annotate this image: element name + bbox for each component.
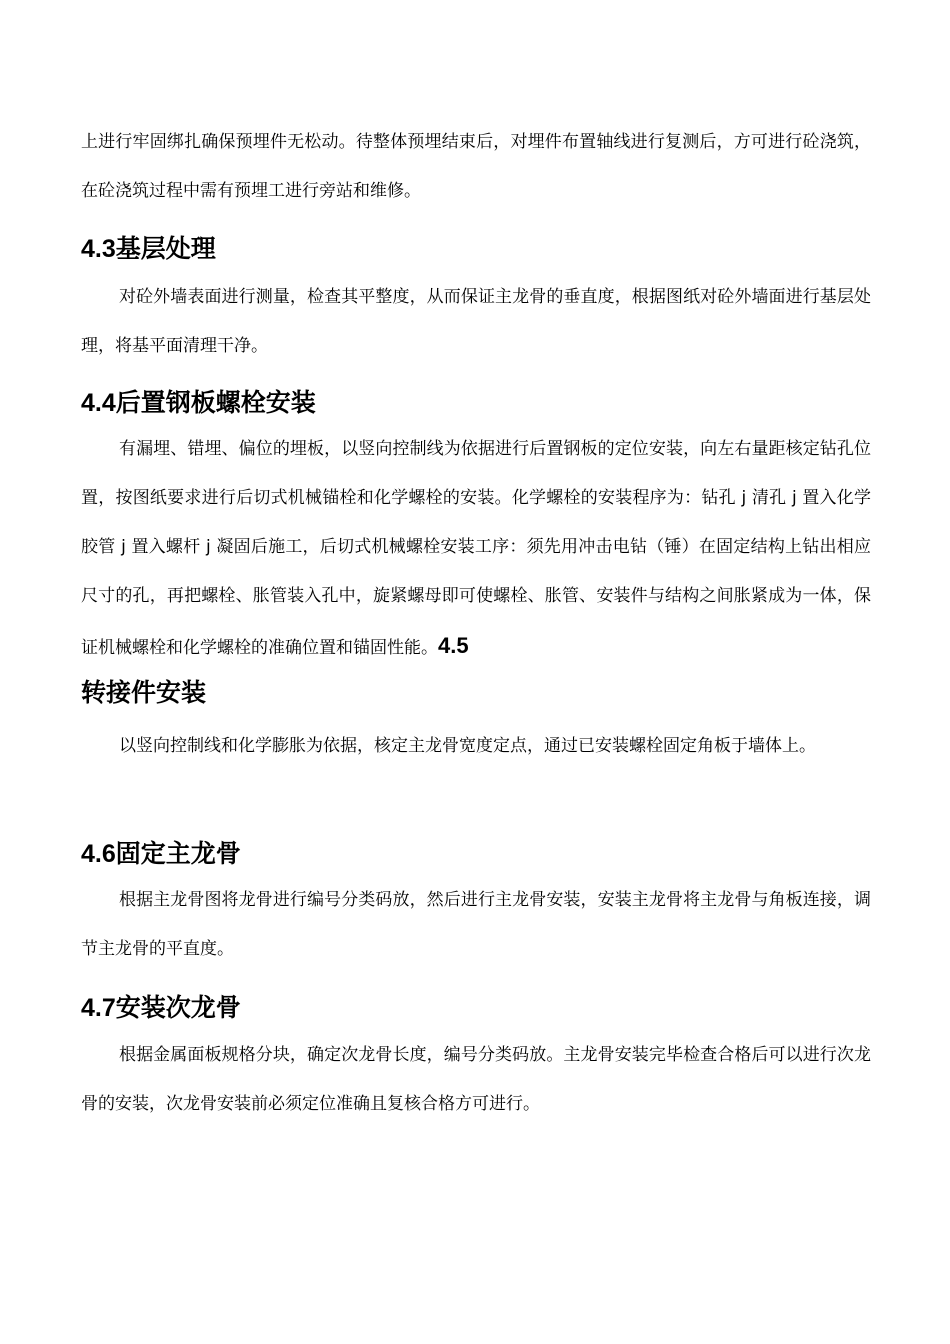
section-4-7-heading (81, 991, 871, 1025)
section-4-4-heading (81, 386, 871, 420)
section-4-5-number: 4.5 (438, 633, 469, 658)
paragraph-text: 对砼外墙表面进行测量，检查其平整度，从而保证主龙骨的垂直度，根据图纸对砼外墙面进行基层处理，将基平面清理干净。 (81, 287, 871, 356)
paragraph-text: 根据金属面板规格分块，确定次龙骨长度，编号分类码放。主龙骨安装完毕检查合格后可以进行次龙骨的安装，次龙骨安装前必须定位准确且复核合格方可进行。 (81, 1045, 871, 1114)
section-4-3-heading (81, 232, 871, 266)
section-4-3-body (81, 273, 871, 371)
section-title: 基层处理 (115, 234, 216, 263)
section-title: 固定主龙骨 (115, 839, 241, 868)
intro-paragraph (81, 118, 871, 216)
section-4-6-heading (81, 837, 871, 871)
paragraph-text: 以竖向控制线和化学膨胀为依据，核定主龙骨宽度定点，通过已安装螺栓固定角板于墙体上。 (119, 736, 816, 756)
section-4-4-body (81, 425, 871, 673)
section-number: 4.6 (81, 840, 116, 868)
paragraph-text: 根据主龙骨图将龙骨进行编号分类码放，然后进行主龙骨安装，安装主龙骨将主龙骨与角板连接，调节主龙骨的平直度。 (81, 890, 871, 959)
paragraph-text: 上进行牢固绑扎确保预埋件无松动。待整体预埋结束后，对埋件布置轴线进行复测后，方可进行砼浇筑，在砼浇筑过程中需有预埋工进行旁站和维修。 (81, 132, 871, 201)
paragraph-text: 有漏埋、错埋、偏位的埋板，以竖向控制线为依据进行后置钢板的定位安装，向左右量距核定钻孔位置，按图纸要求进行后切式机械锚栓和化学螺栓的安装。化学螺栓的安装程序为：钻孔 j 清孔 j 置入化学胶管 j 置入螺杆 j 凝固后施工，后切式机械螺栓安装工序：须先用冲击电钻（锤）在固定结构上钻出相应尺寸的孔，再把螺栓、胀管装入孔中，旋紧螺母即可使螺栓、胀管、安装件与结构之间胀紧成为一体，保证机械螺栓和化学螺栓的准确位置和锚固性能。 (81, 439, 871, 658)
section-number: 4.7 (81, 994, 116, 1022)
section-title: 安装次龙骨 (115, 993, 241, 1022)
section-4-6-body (81, 876, 871, 974)
section-number: 4.3 (81, 235, 116, 263)
section-4-7-body (81, 1031, 871, 1129)
section-title: 转接件安装 (81, 678, 207, 707)
section-title: 后置钢板螺栓安装 (115, 388, 316, 417)
section-number: 4.4 (81, 389, 116, 417)
section-4-5-body (81, 722, 871, 771)
section-4-5-heading (81, 676, 871, 710)
